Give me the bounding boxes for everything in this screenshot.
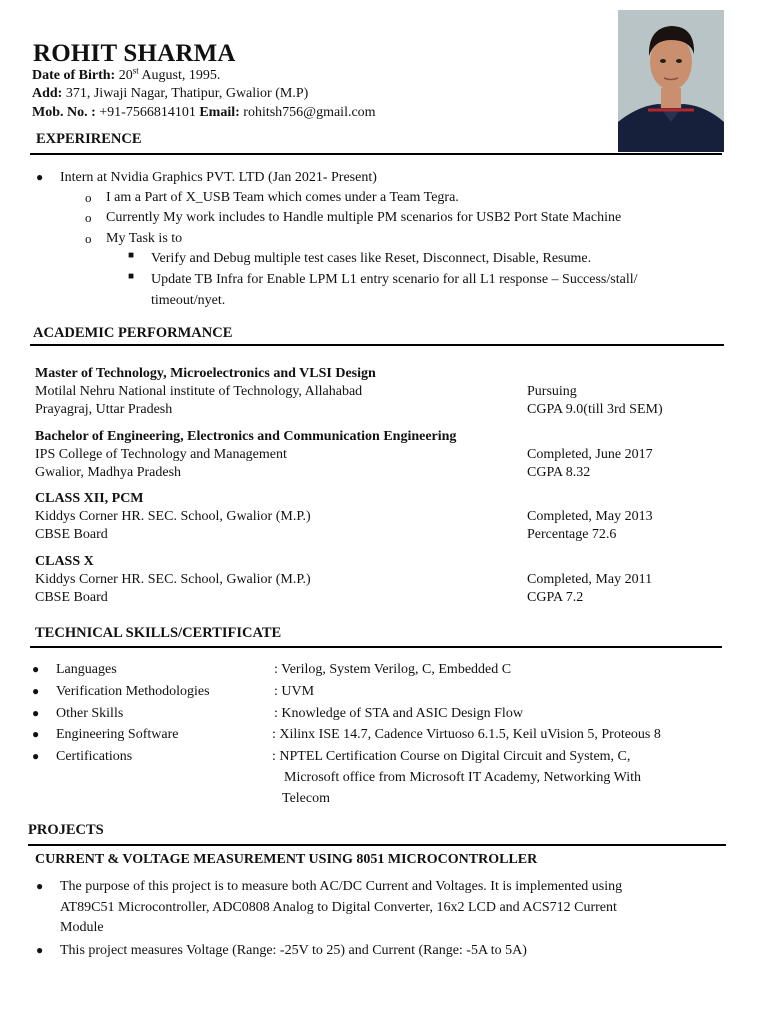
- skill-value: : NPTEL Certification Course on Digital Circuit and System, C,: [272, 749, 631, 764]
- profile-photo: [618, 10, 724, 152]
- experience-sub-2: Currently My work includes to Handle multiple PM scenarios for USB2 Port State Machine: [106, 210, 622, 225]
- skill-value: : Verilog, System Verilog, C, Embedded C: [274, 662, 512, 677]
- institution-place: Gwalior, Madhya Pradesh: [35, 465, 182, 480]
- skill-label: Engineering Software: [56, 727, 179, 742]
- dob-rest: August, 1995.: [138, 68, 221, 83]
- degree-status: Completed, May 2011: [527, 572, 653, 587]
- square-bullet-icon: ■: [128, 250, 135, 261]
- mobile-value: +91-7566814101: [99, 105, 196, 120]
- institution: Motilal Nehru National institute of Technology, Allahabad: [35, 384, 363, 399]
- task-2: Update TB Infra for Enable LPM L1 entry scenario for all L1 response – Success/stall/: [151, 272, 638, 287]
- dob-line: [32, 67, 220, 85]
- project-point-2: This project measures Voltage (Range: -25V to 25) and Current (Range: -5A to 5A): [60, 943, 527, 958]
- circle-bullet-icon: o: [85, 231, 92, 246]
- photo-eye-left: [660, 59, 666, 63]
- degree-score: CGPA 8.32: [527, 465, 591, 480]
- skill-label: Verification Methodologies: [56, 684, 210, 699]
- bullet-icon: ●: [32, 662, 40, 676]
- cert-continued-1: Microsoft office from Microsoft IT Academy, Networking With: [284, 770, 642, 785]
- project-title: CURRENT & VOLTAGE MEASUREMENT USING 8051 MICROCONTROLLER: [35, 852, 538, 867]
- projects-heading: PROJECTS: [28, 822, 104, 838]
- bullet-icon: ●: [32, 727, 40, 741]
- academic-rule: [30, 344, 724, 346]
- institution-place: Prayagraj, Uttar Pradesh: [35, 402, 173, 417]
- skill-label: Languages: [56, 662, 117, 677]
- bullet-icon: ●: [36, 170, 44, 184]
- bullet-icon: ●: [36, 879, 44, 893]
- academic-heading: ACADEMIC PERFORMANCE: [33, 325, 233, 341]
- degree-score: CGPA 9.0(till 3rd SEM): [527, 402, 663, 417]
- degree-score: CGPA 7.2: [527, 590, 584, 605]
- experience-sub-1: I am a Part of X_USB Team which comes under a Team Tegra.: [106, 190, 459, 205]
- photo-neck: [661, 88, 681, 108]
- task-1: Verify and Debug multiple test cases like Reset, Disconnect, Disable, Resume.: [151, 251, 592, 266]
- skills-rule: [30, 646, 722, 648]
- mobile-label: Mob. No. :: [32, 105, 96, 120]
- degree-title: Master of Technology, Microelectronics and VLSI Design: [35, 366, 376, 381]
- experience-item: Intern at Nvidia Graphics PVT. LTD (Jan 2021- Present): [60, 170, 377, 185]
- project-point-1: The purpose of this project is to measure both AC/DC Current and Voltages. It is implemented using: [60, 879, 623, 894]
- square-bullet-icon: ■: [128, 271, 135, 282]
- dob-suffix: st: [132, 65, 139, 76]
- skill-value: : UVM: [274, 684, 315, 699]
- institution: Kiddys Corner HR. SEC. School, Gwalior (M.P.): [35, 509, 311, 524]
- skill-label: Certifications: [56, 749, 133, 764]
- institution-place: CBSE Board: [35, 590, 108, 605]
- photo-eye-right: [676, 59, 682, 63]
- bullet-icon: ●: [36, 943, 44, 957]
- institution: Kiddys Corner HR. SEC. School, Gwalior (M.P.): [35, 572, 311, 587]
- bullet-icon: ●: [32, 706, 40, 720]
- degree-title: CLASS X: [35, 554, 94, 569]
- task-2-continued: timeout/nyet.: [151, 293, 226, 308]
- bullet-icon: ●: [32, 684, 40, 698]
- cert-continued-2: Telecom: [282, 791, 330, 806]
- projects-rule: [28, 844, 726, 846]
- dob-day: 20: [118, 68, 133, 83]
- experience-rule: [30, 153, 722, 155]
- degree-title: Bachelor of Engineering, Electronics and Communication Engineering: [35, 429, 457, 444]
- experience-heading: EXPERIRENCE: [36, 131, 142, 147]
- skill-value: : Xilinx ISE 14.7, Cadence Virtuoso 6.1.5, Keil uVision 5, Proteous 8: [272, 727, 661, 742]
- email-label: Email:: [199, 105, 240, 120]
- address-line: [32, 85, 308, 103]
- institution-place: CBSE Board: [35, 527, 108, 542]
- degree-status: Completed, May 2013: [527, 509, 653, 524]
- degree-status: Pursuing: [527, 384, 577, 399]
- address-value: 371, Jiwaji Nagar, Thatipur, Gwalior (M.P): [65, 86, 309, 101]
- degree-title: CLASS XII, PCM: [35, 491, 144, 506]
- address-label: Add:: [32, 86, 63, 101]
- institution: IPS College of Technology and Management: [35, 447, 287, 462]
- bullet-icon: ●: [32, 749, 40, 763]
- circle-bullet-icon: o: [85, 210, 92, 225]
- project-point-1-cont2: Module: [60, 920, 104, 935]
- skill-value: : Knowledge of STA and ASIC Design Flow: [274, 706, 523, 721]
- contact-line: [32, 104, 376, 122]
- degree-status: Completed, June 2017: [527, 447, 653, 462]
- skill-label: Other Skills: [56, 706, 124, 721]
- email-value: rohitsh756@gmail.com: [243, 105, 376, 120]
- project-point-1-cont: AT89C51 Microcontroller, ADC0808 Analog to Digital Converter, 16x2 LCD and ACS712 Current: [60, 900, 617, 915]
- dob-label: Date of Birth:: [32, 68, 116, 83]
- degree-score: Percentage 72.6: [527, 527, 617, 542]
- circle-bullet-icon: o: [85, 190, 92, 205]
- skills-heading: TECHNICAL SKILLS/CERTIFICATE: [35, 625, 282, 641]
- candidate-name: ROHIT SHARMA: [33, 40, 236, 67]
- experience-sub-3: My Task is to: [106, 231, 183, 246]
